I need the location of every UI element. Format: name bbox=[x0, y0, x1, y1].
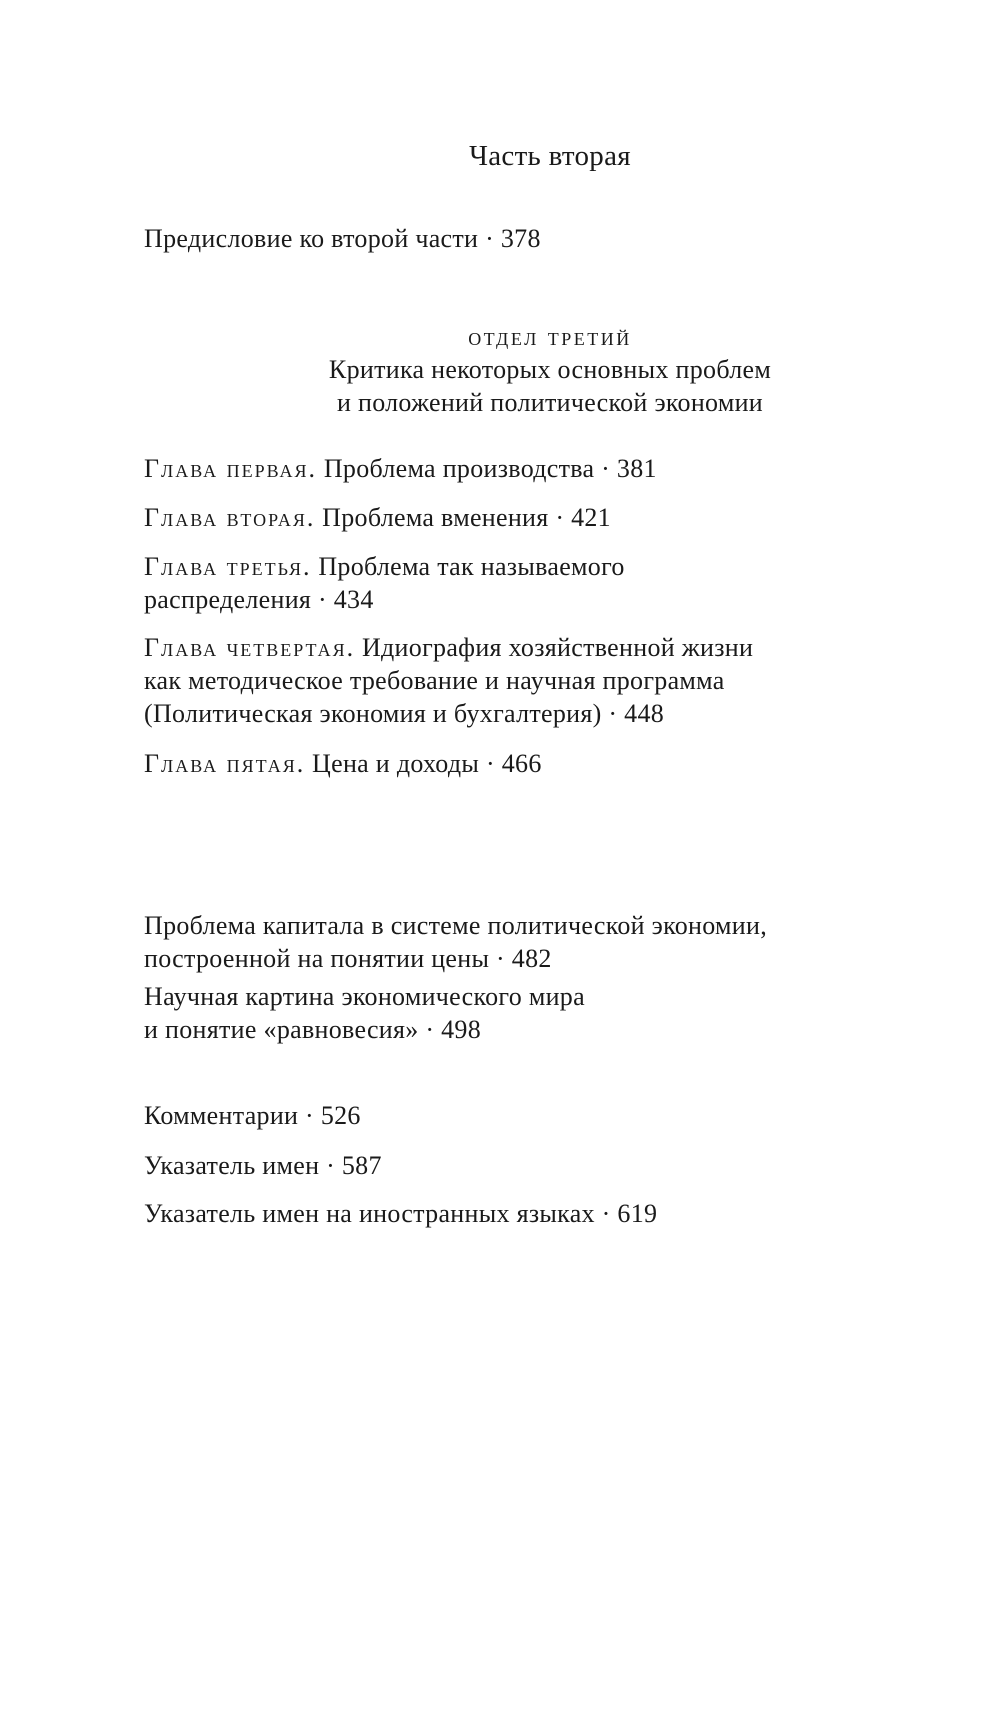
chapter-label: Глава пятая. bbox=[144, 749, 306, 778]
chapter-title-cont: (Политическая экономия и бухгалтерия) · 448 bbox=[144, 699, 665, 728]
page-number: 378 bbox=[500, 224, 541, 253]
chapter-title: Проблема вменения · 421 bbox=[322, 503, 611, 532]
entry-title: Предисловие ко второй части bbox=[144, 224, 479, 253]
section-title-line: и положений политической экономии bbox=[336, 388, 764, 417]
entry-title-cont: и понятие «равновесия» · 498 bbox=[144, 1015, 482, 1044]
chapter-label: Глава третья. bbox=[144, 552, 312, 581]
chapter-label: Глава первая. bbox=[144, 454, 317, 483]
toc-entry-name-index[interactable]: Указатель имен · 587 bbox=[144, 1151, 382, 1180]
chapter-title: Проблема так называемого bbox=[318, 552, 625, 581]
chapter-title: Идиография хозяйственной жизни bbox=[361, 633, 754, 662]
entry-title-cont: построенной на понятии цены · 482 bbox=[144, 944, 552, 973]
toc-entry-foreign-name-index[interactable]: Указатель имен на иностранных языках · 619 bbox=[144, 1199, 658, 1228]
chapter-title: Проблема производства · 381 bbox=[323, 454, 657, 483]
toc-entry-chapter-4[interactable] bbox=[144, 631, 753, 730]
toc-entry-chapter-5[interactable] bbox=[144, 747, 542, 780]
toc-entry-chapter-1[interactable] bbox=[144, 452, 657, 485]
chapter-title: Цена и доходы · 466 bbox=[312, 749, 542, 778]
chapter-title-cont: как методическое требование и научная программа bbox=[144, 666, 725, 695]
chapter-label: Глава вторая. bbox=[144, 503, 316, 532]
entry-title: Научная картина экономического мира bbox=[144, 982, 585, 1011]
chapter-label: Глава четвертая. bbox=[144, 633, 356, 662]
part-title: Часть вторая bbox=[469, 140, 631, 172]
section-label: отдел третий bbox=[468, 322, 632, 351]
toc-entry-chapter-3[interactable] bbox=[144, 550, 625, 616]
toc-entry-preface[interactable]: Предисловие ко второй части · 378 bbox=[144, 224, 541, 253]
toc-entry-chapter-2[interactable] bbox=[144, 501, 611, 534]
toc-entry-essay-2[interactable] bbox=[144, 980, 585, 1046]
entry-title: Проблема капитала в системе политической экономии, bbox=[144, 911, 768, 940]
chapter-title-cont: распределения · 434 bbox=[144, 585, 374, 614]
toc-entry-comments[interactable]: Комментарии · 526 bbox=[144, 1101, 361, 1130]
toc-entry-essay-1[interactable] bbox=[144, 909, 767, 975]
section-title-line: Критика некоторых основных проблем bbox=[328, 355, 772, 384]
